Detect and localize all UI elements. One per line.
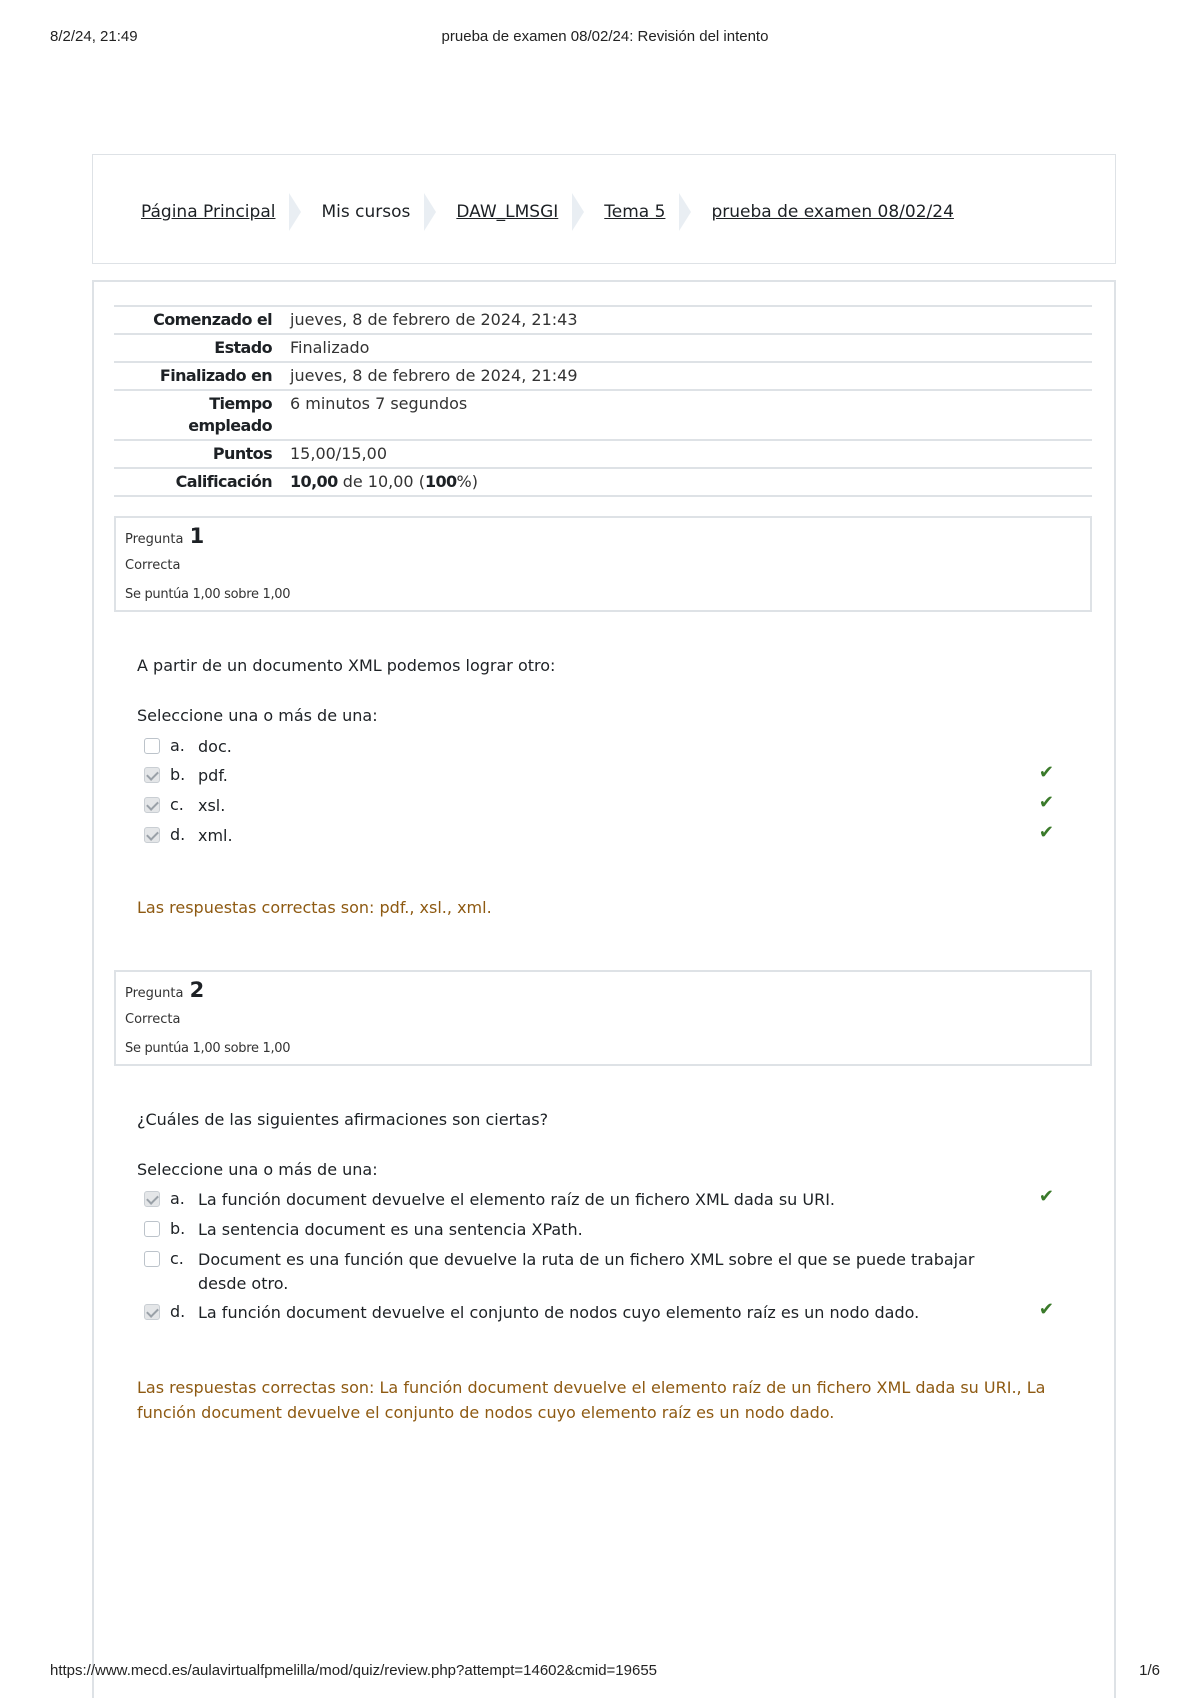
summary-value: Finalizado <box>290 338 370 357</box>
breadcrumb <box>141 193 954 231</box>
print-url: https://www.mecd.es/aulavirtualfpmelilla/mod/quiz/review.php?attempt=14602&cmid=19655 <box>50 1662 658 1679</box>
attempt-summary-table <box>114 305 1092 497</box>
breadcrumb-separator <box>289 193 301 231</box>
question-info-box <box>114 970 1092 1066</box>
summary-value <box>272 469 1092 495</box>
breadcrumb-separator <box>424 193 436 231</box>
answer-text: Document es una función que devuelve la ruta de un fichero XML sobre el que se puede trabajar desde otro. <box>198 1250 975 1293</box>
grade-value: 10,00 <box>290 472 338 491</box>
question-number <box>125 978 204 1002</box>
summary-label: Puntos <box>212 444 272 463</box>
print-title: prueba de examen 08/02/24: Revisión del intento <box>441 28 769 45</box>
answer-prompt: Seleccione una o más de una: <box>137 1160 378 1179</box>
question-grade: Se puntúa 1,00 sobre 1,00 <box>125 587 291 602</box>
answer-checkbox[interactable] <box>144 1304 160 1320</box>
summary-row-started <box>114 305 1092 333</box>
breadcrumb-topic-link[interactable]: Tema 5 <box>604 202 666 222</box>
correct-answers-feedback: Las respuestas correctas son: La función document devuelve el elemento raíz de un fichero XML dada su URI., La función document devuelve el conjunto de nodos cuyo elemento raíz es un nodo dado. <box>137 1378 1046 1422</box>
breadcrumb-container <box>92 154 1116 264</box>
answer-checkbox[interactable] <box>144 827 160 843</box>
answer-checkbox[interactable] <box>144 1221 160 1237</box>
question-number-value: 2 <box>189 978 205 1002</box>
breadcrumb-separator <box>572 193 584 231</box>
question-state: Correcta <box>125 1012 181 1027</box>
summary-row-points <box>114 439 1092 467</box>
answer-text: La función document devuelve el conjunto de nodos cuyo elemento raíz es un nodo dado. <box>198 1303 920 1322</box>
summary-label: Calificación <box>175 472 272 491</box>
summary-value: jueves, 8 de febrero de 2024, 21:43 <box>290 310 578 329</box>
question-text: A partir de un documento XML podemos lograr otro: <box>137 656 556 675</box>
answer-letter: a. <box>170 1189 185 1208</box>
breadcrumb-home-link[interactable]: Página Principal <box>141 202 276 222</box>
answer-option <box>144 824 1064 848</box>
breadcrumb-separator <box>679 193 691 231</box>
answer-text: doc. <box>198 737 232 756</box>
summary-row-time <box>114 389 1092 439</box>
check-icon: ✔ <box>1038 1186 1054 1207</box>
check-icon: ✔ <box>1038 1299 1054 1320</box>
check-icon: ✔ <box>1038 792 1054 813</box>
answer-option <box>144 794 1064 818</box>
summary-value: jueves, 8 de febrero de 2024, 21:49 <box>290 366 578 385</box>
question-state: Correcta <box>125 558 181 573</box>
answer-letter: c. <box>170 795 184 814</box>
answer-letter: b. <box>170 1219 186 1238</box>
summary-value: 15,00/15,00 <box>290 444 387 463</box>
summary-label: Comenzado el <box>153 310 272 329</box>
question-grade: Se puntúa 1,00 sobre 1,00 <box>125 1041 291 1056</box>
summary-label-line: empleado <box>188 416 272 435</box>
answer-option <box>144 1301 1064 1325</box>
question-text: ¿Cuáles de las siguientes afirmaciones son ciertas? <box>137 1110 549 1129</box>
question-number-value: 1 <box>189 524 205 548</box>
answer-text: La función document devuelve el elemento raíz de un fichero XML dada su URI. <box>198 1190 836 1209</box>
answer-letter: c. <box>170 1249 184 1268</box>
answer-letter: d. <box>170 825 186 844</box>
summary-row-finished <box>114 361 1092 389</box>
question-info-box <box>114 516 1092 612</box>
answer-text: xml. <box>198 826 233 845</box>
answer-text: pdf. <box>198 766 228 785</box>
grade-of: de 10,00 ( <box>337 472 425 491</box>
answer-option <box>144 764 1064 788</box>
breadcrumb-quiz-link[interactable]: prueba de examen 08/02/24 <box>711 202 954 222</box>
check-icon: ✔ <box>1038 822 1054 843</box>
check-icon: ✔ <box>1038 762 1054 783</box>
answer-option <box>144 735 1064 759</box>
question-number <box>125 524 204 548</box>
answer-checkbox[interactable] <box>144 797 160 813</box>
summary-label: Finalizado en <box>159 366 272 385</box>
answer-checkbox[interactable] <box>144 738 160 754</box>
grade-percent: 100 <box>424 472 457 491</box>
print-footer <box>50 1662 1160 1682</box>
summary-label: Estado <box>214 338 272 357</box>
breadcrumb-course-link[interactable]: DAW_LMSGI <box>456 202 559 222</box>
correct-answers-feedback: Las respuestas correctas son: pdf., xsl., xml. <box>137 898 492 917</box>
answer-checkbox[interactable] <box>144 1191 160 1207</box>
print-date: 8/2/24, 21:49 <box>50 28 138 45</box>
summary-value: 6 minutos 7 segundos <box>290 394 468 413</box>
answer-text: xsl. <box>198 796 226 815</box>
answer-prompt: Seleccione una o más de una: <box>137 706 378 725</box>
summary-label-line: Tiempo <box>209 394 272 413</box>
answer-text: La sentencia document es una sentencia XPath. <box>198 1220 583 1239</box>
answer-option <box>144 1218 1064 1242</box>
print-header <box>50 28 1160 48</box>
answer-letter: b. <box>170 765 186 784</box>
summary-row-grade <box>114 467 1092 497</box>
print-page-number: 1/6 <box>1139 1662 1160 1679</box>
grade-close: %) <box>456 472 478 491</box>
answer-checkbox[interactable] <box>144 1251 160 1267</box>
answer-option <box>144 1248 1064 1296</box>
summary-row-state <box>114 333 1092 361</box>
breadcrumb-my-courses: Mis cursos <box>321 202 411 222</box>
question-label: Pregunta <box>125 532 184 547</box>
question-label: Pregunta <box>125 986 184 1001</box>
answer-checkbox[interactable] <box>144 767 160 783</box>
answer-letter: a. <box>170 736 185 755</box>
summary-label <box>114 391 272 439</box>
answer-letter: d. <box>170 1302 186 1321</box>
answer-option <box>144 1188 1064 1212</box>
